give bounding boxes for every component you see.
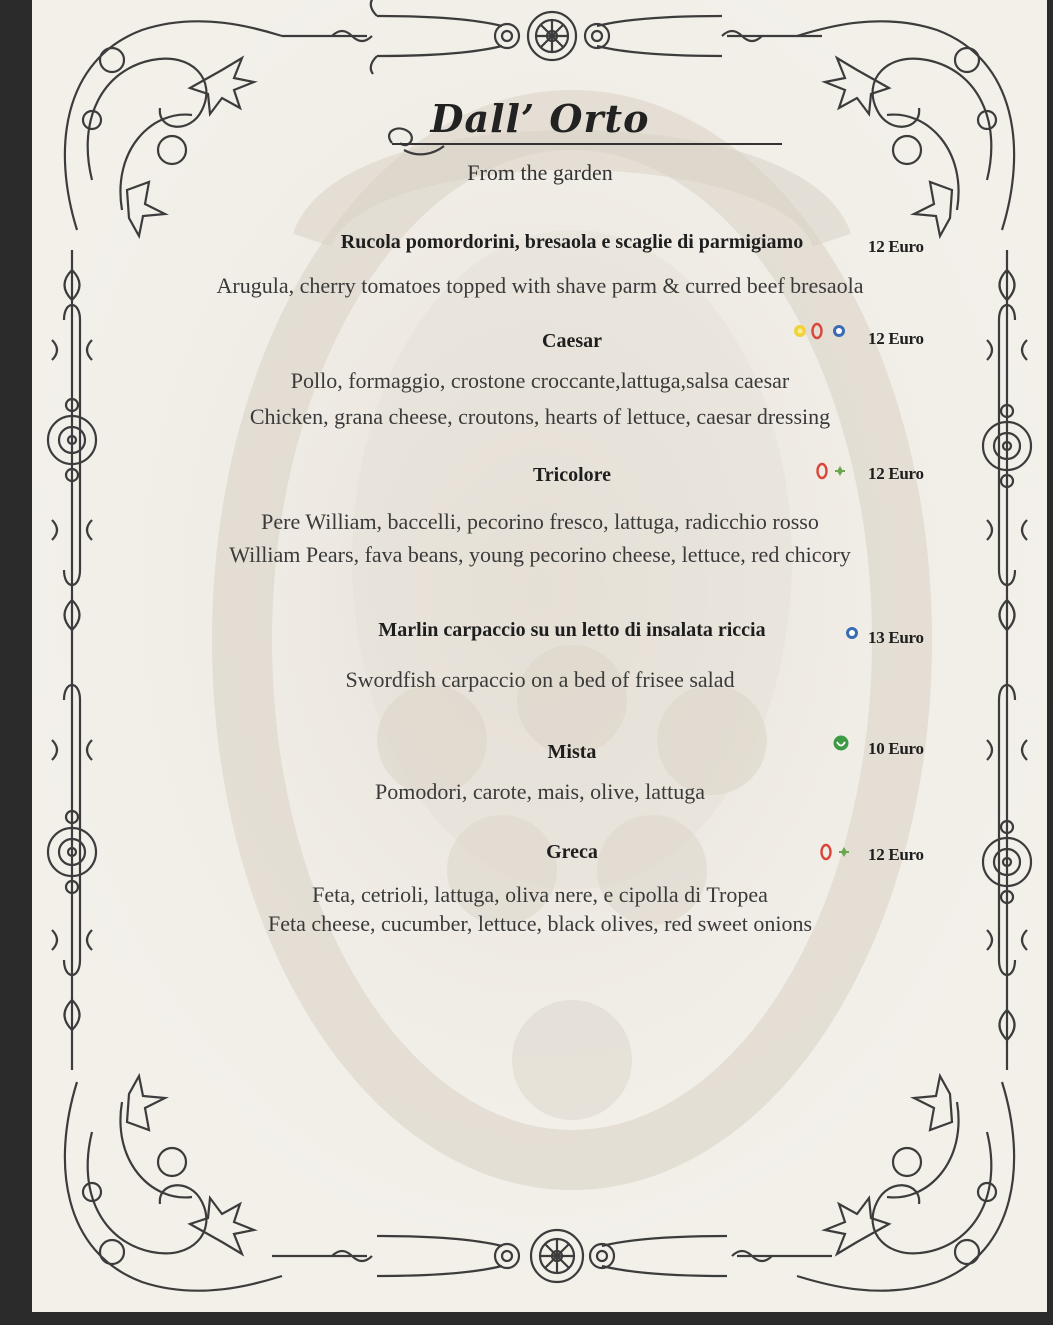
menu-item-description-en: William Pears, fava beans, young pecorino cheese, lettuce, red chicory — [229, 542, 851, 567]
menu-item-name: Rucola pomordorini, bresaola e scaglie di parmigiamo — [340, 231, 804, 253]
menu-item-price: 12 Euro — [868, 845, 924, 864]
egg-allergen-icon — [794, 325, 806, 337]
menu-item-price: 13 Euro — [868, 628, 924, 647]
dairy-allergen-icon — [813, 324, 822, 338]
menu-item-name: Caesar — [542, 330, 602, 352]
dairy-allergen-icon — [822, 845, 831, 859]
menu-item-price: 12 Euro — [868, 329, 924, 348]
menu-item-name: Greca — [546, 841, 598, 863]
bottom-ornament — [272, 1230, 832, 1282]
greca-allergen-icons — [818, 843, 858, 865]
menu-item-price: 12 Euro — [868, 464, 924, 483]
dairy-allergen-icon — [818, 464, 827, 478]
menu-item-description-en: Feta cheese, cucumber, lettuce, black olives, red sweet onions — [267, 911, 813, 936]
menu-item-price: 10 Euro — [868, 739, 924, 758]
menu-item-description-en: Chicken, grana cheese, croutons, hearts of lettuce, caesar dressing — [249, 404, 831, 429]
vegetarian-icon — [839, 847, 849, 857]
menu-item-price: 12 Euro — [868, 237, 924, 256]
menu-page — [32, 0, 1047, 1312]
section-title: Dall’ Orto — [430, 96, 650, 141]
vegetarian-icon — [835, 466, 845, 476]
fish-allergen-icon — [833, 325, 845, 337]
menu-item-description-it: Pomodori, carote, mais, olive, lattuga — [375, 779, 705, 804]
menu-item-name: Mista — [547, 741, 597, 763]
menu-item-name: Marlin carpaccio su un letto di insalata riccia — [378, 619, 766, 641]
section-subtitle: From the garden — [467, 160, 613, 185]
corner-bottom-right — [797, 1076, 1014, 1291]
marlin-allergen-icons — [844, 625, 864, 645]
mista-allergen-icons — [832, 734, 852, 754]
corner-bottom-left — [65, 1076, 282, 1291]
menu-item-description-it: Pollo, formaggio, crostone croccante,lattuga,salsa caesar — [290, 368, 790, 393]
caesar-allergen-icons — [792, 322, 852, 344]
menu-item-description-en: Arugula, cherry tomatoes topped with shave parm & curred beef bresaola — [216, 273, 864, 298]
tricolore-allergen-icons — [814, 462, 854, 484]
ornamental-frame — [32, 0, 1047, 1312]
menu-item-description-it: Feta, cetrioli, lattuga, oliva nere, e cipolla di Tropea — [312, 882, 768, 907]
top-ornament — [282, 0, 822, 74]
vegan-icon — [834, 736, 849, 751]
menu-item-description-en: Swordfish carpaccio on a bed of frisee salad — [345, 667, 735, 692]
title-rule — [392, 143, 782, 145]
menu-item-name: Tricolore — [532, 464, 612, 486]
fish-allergen-icon — [846, 627, 858, 639]
menu-item-description-it: Pere William, baccelli, pecorino fresco, lattuga, radicchio rosso — [261, 509, 819, 534]
